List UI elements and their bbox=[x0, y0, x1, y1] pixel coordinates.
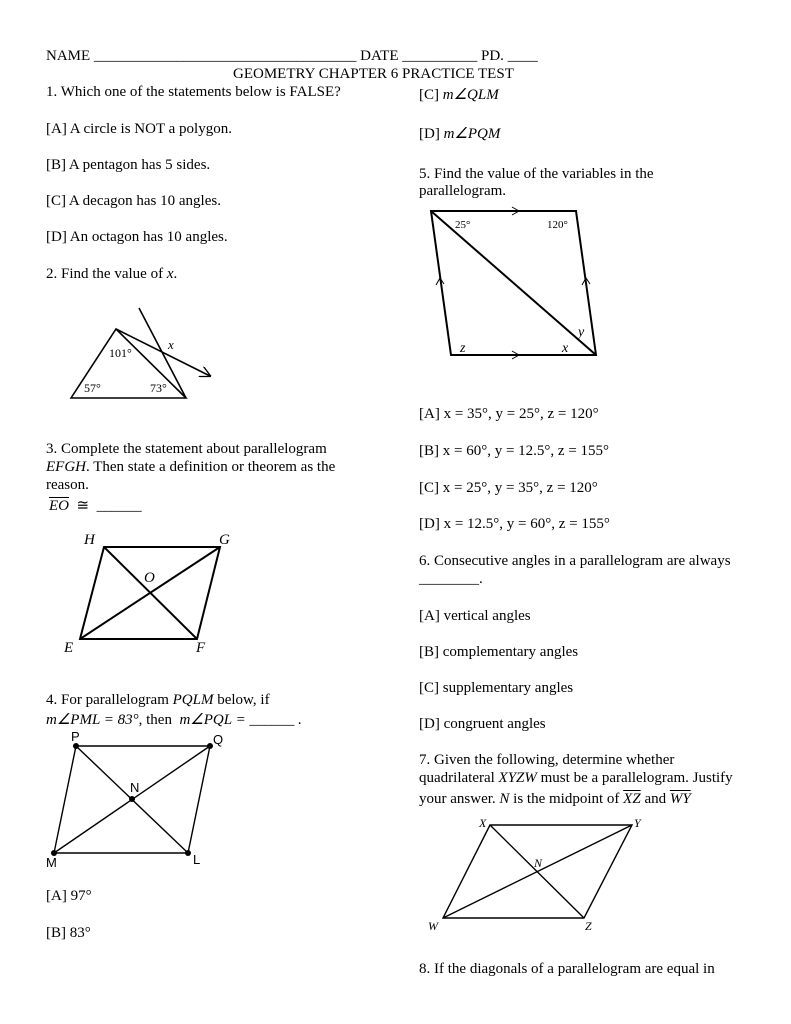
q4-then: , then bbox=[138, 712, 172, 728]
q3-answer-blank[interactable]: ______ bbox=[96, 498, 142, 514]
q3-congruent-symbol: ≅ bbox=[76, 498, 90, 514]
q6-blank[interactable]: ________. bbox=[419, 571, 483, 587]
q3-line2-rest: . Then state a definition or theorem as the bbox=[86, 459, 336, 475]
q7-parallelogram-figure bbox=[443, 825, 632, 918]
q4-option-c-value: m∠QLM bbox=[442, 87, 499, 103]
q2-label-x: x bbox=[168, 337, 174, 352]
q4-label-l: L bbox=[193, 852, 201, 867]
q5-option-c[interactable]: [C] x = 25°, y = 35°, z = 120° bbox=[419, 480, 598, 496]
q6-option-a[interactable]: [A] vertical angles bbox=[419, 608, 531, 624]
name-blank[interactable]: ___________________________________ bbox=[93, 48, 357, 64]
q4-label-p: P bbox=[71, 729, 80, 744]
q4-option-c-label: [C] bbox=[419, 87, 439, 103]
q7-var: XYZW bbox=[498, 770, 537, 786]
q5-label-120: 120° bbox=[547, 219, 568, 231]
q7-label-x: X bbox=[479, 816, 487, 830]
q7-midpoint: N bbox=[499, 791, 510, 807]
q8-line1: 8. If the diagonals of a parallelogram are equal in bbox=[419, 961, 715, 977]
date-blank[interactable]: __________ bbox=[402, 48, 478, 64]
q7-line3-mid: is the midpoint of bbox=[509, 791, 624, 807]
q3-label-e: E bbox=[64, 640, 74, 656]
pd-blank[interactable]: ____ bbox=[507, 48, 538, 64]
date-label: DATE bbox=[360, 48, 399, 64]
q4-option-a-label: [A] bbox=[46, 888, 67, 904]
q3-parallelogram-figure bbox=[80, 547, 220, 639]
q5-option-d[interactable]: [D] x = 12.5°, y = 60°, z = 155° bbox=[419, 516, 610, 532]
q7-diagonal-wy bbox=[443, 825, 632, 918]
q4-label-q: Q bbox=[213, 732, 224, 747]
q5-option-b[interactable]: [B] x = 60°, y = 12.5°, z = 155° bbox=[419, 443, 610, 459]
q3-label-g: G bbox=[219, 532, 230, 548]
q4-label-n: N bbox=[130, 780, 140, 795]
q7-label-y: Y bbox=[634, 816, 641, 830]
q7-line2-suffix: must be a parallelogram. Justify bbox=[536, 770, 733, 786]
q1-option-b[interactable]: [B] A pentagon has 5 sides. bbox=[46, 157, 211, 173]
q5-line2: parallelogram. bbox=[419, 183, 507, 199]
q4-option-d-value: m∠PQM bbox=[443, 126, 501, 142]
q7-line3-prefix: your answer. bbox=[419, 791, 500, 807]
q2-var: x bbox=[166, 266, 174, 282]
q3-label-h: H bbox=[84, 532, 95, 548]
q7-and: and bbox=[640, 791, 670, 807]
q7-segment-wy: $\overline{WY}$ bbox=[669, 791, 691, 807]
q1-option-d[interactable]: [D] An octagon has 10 angles. bbox=[46, 229, 228, 245]
q4-var: PQLM bbox=[172, 692, 214, 708]
q4-option-a-value: 97° bbox=[70, 888, 92, 904]
q5-label-z: z bbox=[460, 341, 466, 356]
q3-label-o: O bbox=[144, 570, 155, 586]
q7-label-n: N bbox=[534, 856, 543, 870]
q4-option-b-value: 83° bbox=[69, 925, 91, 941]
q4-option-d-label: [D] bbox=[419, 126, 440, 142]
name-label: NAME bbox=[46, 48, 91, 64]
q4-dot-l bbox=[185, 850, 191, 856]
q2-label-left: 57° bbox=[84, 381, 101, 395]
q3-line1: 3. Complete the statement about parallelogram bbox=[46, 441, 327, 457]
q4-prefix: 4. For parallelogram bbox=[46, 692, 173, 708]
q2-label-right: 73° bbox=[150, 381, 167, 395]
q6-question: 6. Consecutive angles in a parallelogram are always bbox=[419, 553, 731, 569]
q3-var: EFGH bbox=[46, 459, 86, 475]
q5-line1: 5. Find the value of the variables in the bbox=[419, 166, 654, 182]
q2-label-top: 101° bbox=[109, 346, 132, 360]
q6-option-b[interactable]: [B] complementary angles bbox=[419, 644, 579, 660]
q5-label-x: x bbox=[562, 341, 569, 356]
q1-option-a[interactable]: [A] A circle is NOT a polygon. bbox=[46, 121, 232, 137]
page-title: GEOMETRY CHAPTER 6 PRACTICE TEST bbox=[233, 66, 514, 82]
q6-option-c[interactable]: [C] supplementary angles bbox=[419, 680, 574, 696]
q7-segment-xz: $\overline{XZ}$ bbox=[623, 791, 641, 807]
q3-label-f: F bbox=[196, 640, 206, 656]
q3-line3: reason. bbox=[46, 477, 89, 493]
q5-parallelogram-figure bbox=[431, 211, 596, 355]
q2-suffix: . bbox=[173, 266, 178, 282]
q4-label-m: M bbox=[46, 855, 57, 870]
q5-option-a[interactable]: [A] x = 35°, y = 25°, z = 120° bbox=[419, 406, 599, 422]
pd-label: PD. bbox=[481, 48, 504, 64]
q4-dot-n bbox=[129, 796, 135, 802]
q7-label-w: W bbox=[428, 919, 438, 933]
q6-option-d[interactable]: [D] congruent angles bbox=[419, 716, 546, 732]
q4-option-b-label: [B] bbox=[46, 925, 66, 941]
q5-label-y: y bbox=[578, 325, 585, 340]
q4-condition: m∠PML = 83° bbox=[46, 712, 139, 728]
q7-line1: 7. Given the following, determine whether bbox=[419, 752, 675, 768]
q2-prefix: 2. Find the value of bbox=[46, 266, 167, 282]
q5-diagonal bbox=[431, 211, 596, 355]
q3-segment-eo: $\overline{EO}$ bbox=[49, 498, 69, 514]
q4-ask[interactable]: m∠PQL = ______ . bbox=[179, 712, 302, 728]
q1-question: 1. Which one of the statements below is FALSE? bbox=[46, 84, 341, 100]
q7-line2-prefix: quadrilateral bbox=[419, 770, 499, 786]
q7-label-z: Z bbox=[585, 919, 592, 933]
q1-option-c[interactable]: [C] A decagon has 10 angles. bbox=[46, 193, 221, 209]
q5-label-25: 25° bbox=[455, 219, 471, 231]
q4-suffix: below, if bbox=[213, 692, 270, 708]
